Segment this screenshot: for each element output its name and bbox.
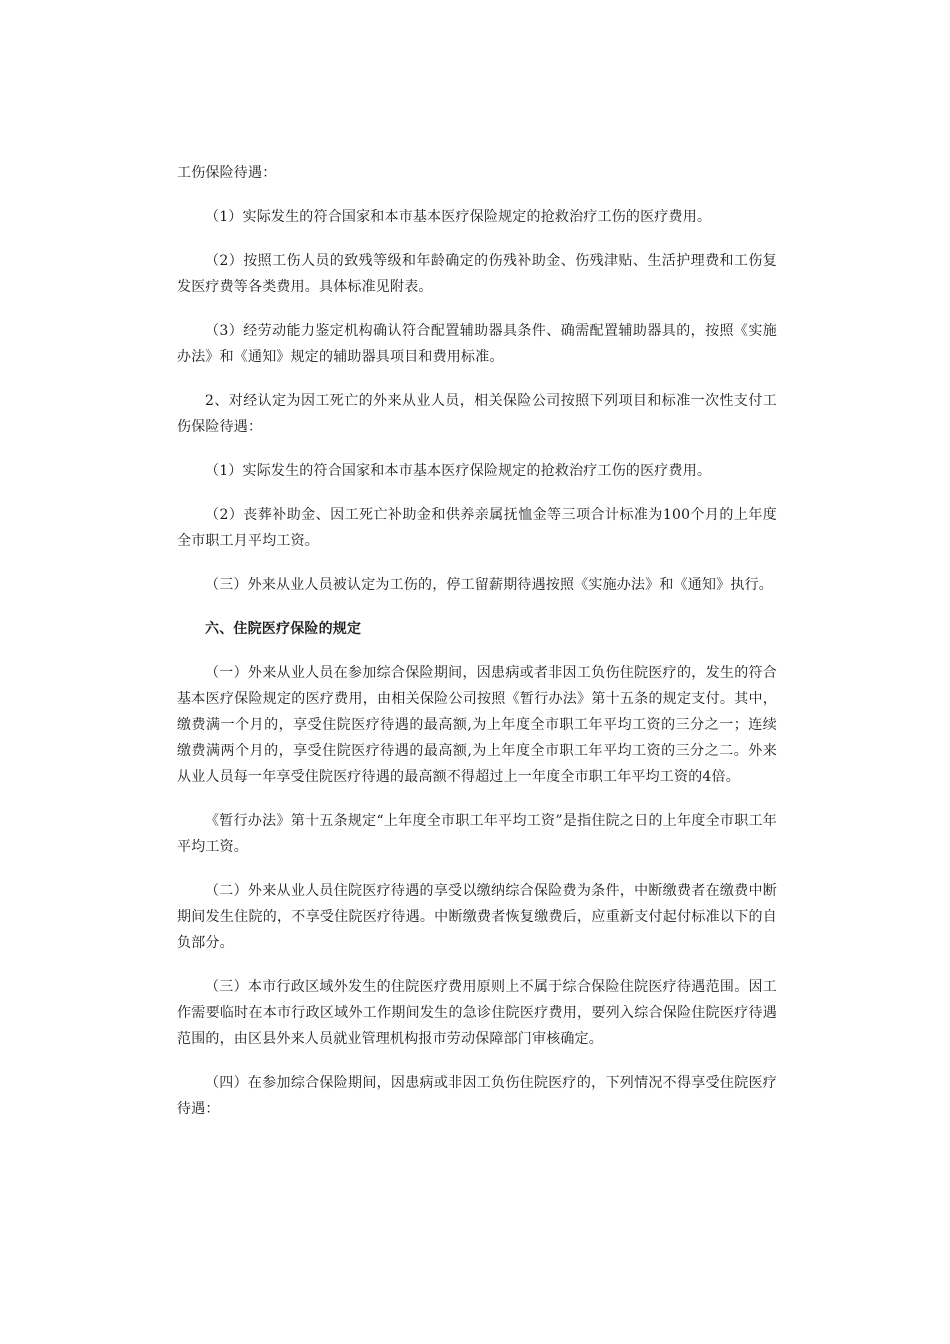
paragraph-gap: [177, 790, 777, 808]
paragraph-gap: [177, 186, 777, 204]
paragraph-gap: [177, 300, 777, 318]
paragraph-item-2: （2）按照工伤人员的致残等级和年龄确定的伤残补助金、伤残津贴、生活护理费和工伤复发医疗费等各类费用。具体标准见附表。: [177, 253, 777, 295]
paragraph-hospital-2: （二）外来从业人员住院医疗待遇的享受以缴纳综合保险费为条件，中断缴费者在缴费中断期间发生住院的，不享受住院医疗待遇。中断缴费者恢复缴费后，应重新支付起付标准以下的自负部分。: [177, 883, 777, 951]
paragraph-gap: [177, 230, 777, 248]
paragraph-item-3: （3）经劳动能力鉴定机构确认符合配置辅助器具条件、确需配置辅助器具的，按照《实施办法》和《通知》规定的辅助器具项目和费用标准。: [177, 323, 777, 365]
section-heading: 六、住院医疗保险的规定: [205, 621, 362, 637]
paragraph-item-2b: （2）丧葬补助金、因工死亡补助金和供养亲属抚恤金等三项合计标准为100个月的上年度全市职工月平均工资。: [177, 507, 777, 549]
paragraph-gap: [177, 1052, 777, 1070]
paragraph-gap: [177, 484, 777, 502]
paragraph-section-2: 2、对经认定为因工死亡的外来从业人员，相关保险公司按照下列项目和标准一次性支付工伤保险待遇：: [177, 393, 777, 435]
paragraph-item-1: （1）实际发生的符合国家和本市基本医疗保险规定的抢救治疗工伤的医疗费用。: [205, 209, 712, 225]
paragraph-gap: [177, 598, 777, 616]
paragraph-continuation: 工伤保险待遇：: [177, 165, 277, 181]
paragraph-gap: [177, 642, 777, 660]
paragraph-hospital-4: （四）在参加综合保险期间，因患病或非因工负伤住院医疗的，下列情况不得享受住院医疗待遇：: [177, 1075, 777, 1117]
document-page: [177, 160, 777, 1122]
paragraph-item-1b: （1）实际发生的符合国家和本市基本医疗保险规定的抢救治疗工伤的医疗费用。: [205, 463, 712, 479]
paragraph-hospital-1: （一）外来从业人员在参加综合保险期间，因患病或者非因工负伤住院医疗的，发生的符合基本医疗保险规定的医疗费用，由相关保险公司按照《暂行办法》第十五条的规定支付。其中，缴费满一个月的，享受住院医疗待遇的最高额,为上年度全市职工年平均工资的三分之一；连续缴费满两个月的，享受住院医疗待遇的最高额,为上年度全市职工年平均工资的三分之二。外来从业人员每一年享受住院医疗待遇的最高额不得超过上一年度全市职工年平均工资的4倍。: [177, 665, 777, 785]
paragraph-gap: [177, 440, 777, 458]
paragraph-gap: [177, 554, 777, 572]
paragraph-gap: [177, 956, 777, 974]
paragraph-gap: [177, 860, 777, 878]
paragraph-hospital-3: （三）本市行政区域外发生的住院医疗费用原则上不属于综合保险住院医疗待遇范围。因工作需要临时在本市行政区域外工作期间发生的急诊住院医疗费用，要列入综合保险住院医疗待遇范围的，由区县外来人员就业管理机构报市劳动保障部门审核确定。: [177, 979, 777, 1047]
paragraph-hospital-note: 《暂行办法》第十五条规定“上年度全市职工年平均工资”是指住院之日的上年度全市职工年平均工资。: [177, 813, 777, 855]
paragraph-section-3: （三）外来从业人员被认定为工伤的，停工留薪期待遇按照《实施办法》和《通知》执行。: [205, 577, 773, 593]
paragraph-gap: [177, 370, 777, 388]
